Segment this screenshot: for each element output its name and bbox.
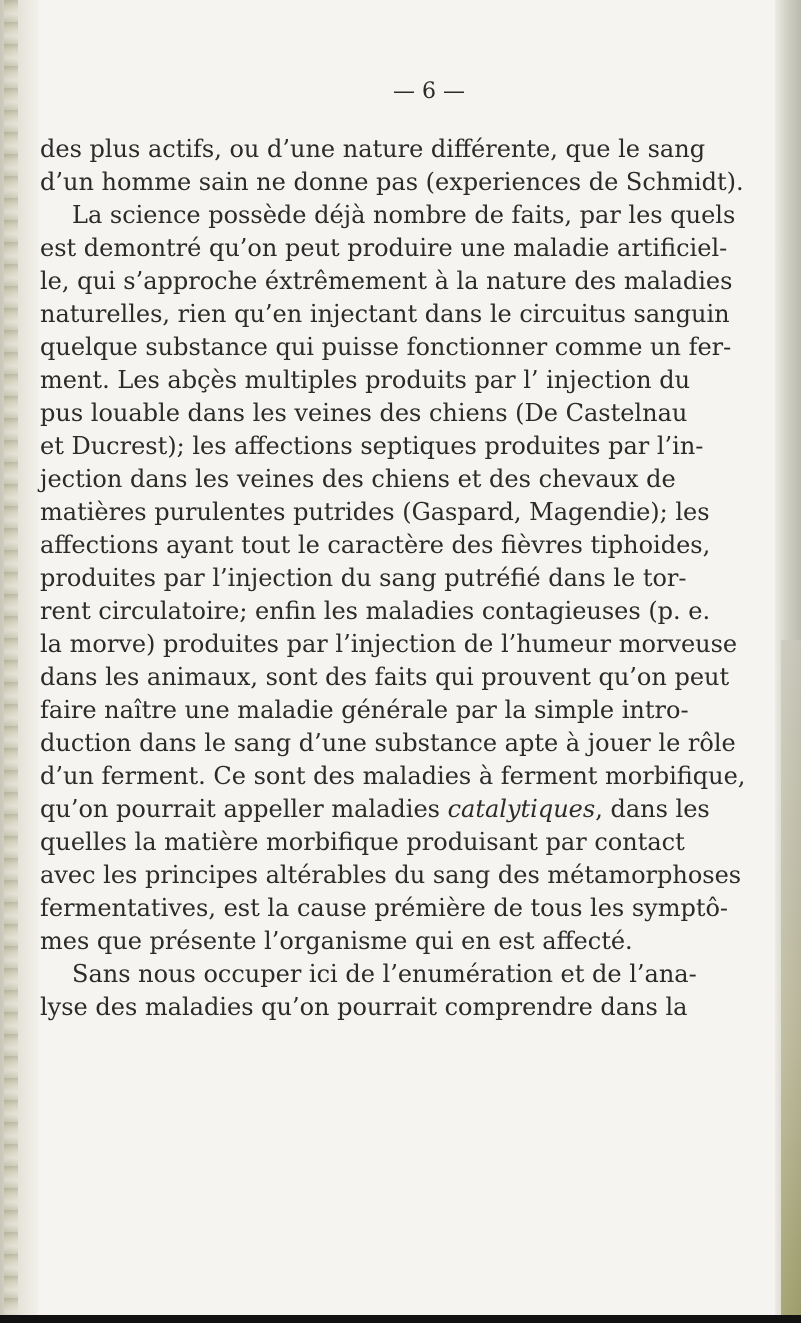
scan-bottom-border [0,1315,801,1323]
text-line: faire naître une maladie générale par la simple intro- [40,696,689,724]
text-line: produites par l’injection du sang putréfié dans le tor- [40,564,687,592]
page-edge-stain [781,640,801,1323]
text-line: duction dans le sang d’une substance apte à jouer le rôle [40,729,736,757]
text-line: La science possède déjà nombre de faits, par les quels [72,201,736,229]
text-line: mes que présente l’organisme qui en est affecté. [40,927,633,955]
text-line: la morve) produites par l’injection de l’humeur morveuse [40,630,738,658]
text-line [40,797,710,821]
binding-shadow [4,0,18,1323]
text-segment: qu’on pourrait appeller maladies [40,795,448,823]
text-line: des plus actifs, ou d’une nature différente, que le sang [40,135,706,163]
text-line: Sans nous occuper ici de l’enumération et de l’ana- [72,960,697,988]
text-line: pus louable dans les veines des chiens (De Castelnau [40,399,688,427]
text-line: rent circulatoire; enfin les maladies contagieuses (p. e. [40,597,711,625]
text-line: avec les principes altérables du sang des métamorphoses [40,861,742,889]
text-line: affections ayant tout le caractère des fièvres tiphoides, [40,531,711,559]
text-line: fermentatives, est la cause prémière de tous les symptô- [40,894,729,922]
text-line: naturelles, rien qu’en injectant dans le circuitus sanguin [40,300,730,328]
text-line: est demontré qu’on peut produire une maladie artificiel- [40,234,728,262]
text-line: quelque substance qui puisse fonctionner comme un fer- [40,333,732,361]
text-line: lyse des maladies qu’on pourrait comprendre dans la [40,993,688,1021]
text-line: jection dans les veines des chiens et des chevaux de [40,465,676,493]
text-line: le, qui s’approche éxtrêmement à la nature des maladies [40,267,733,295]
text-line: et Ducrest); les affections septiques produites par l’in- [40,432,704,460]
text-line: dans les animaux, sont des faits qui prouvent qu’on peut [40,663,730,691]
text-line: d’un ferment. Ce sont des maladies à ferment morbifique, [40,762,746,790]
text-line: d’un homme sain ne donne pas (experiences de Schmidt). [40,168,744,196]
italic-term: catalytiques [447,795,596,823]
page-number: — 6 — [393,79,465,104]
text-segment: , dans les [595,795,710,823]
text-line: matières purulentes putrides (Gaspard, Magendie); les [40,498,710,526]
text-line: ment. Les abçès multiples produits par l’ injection du [40,366,691,394]
text-line: quelles la matière morbifique produisant par contact [40,828,685,856]
